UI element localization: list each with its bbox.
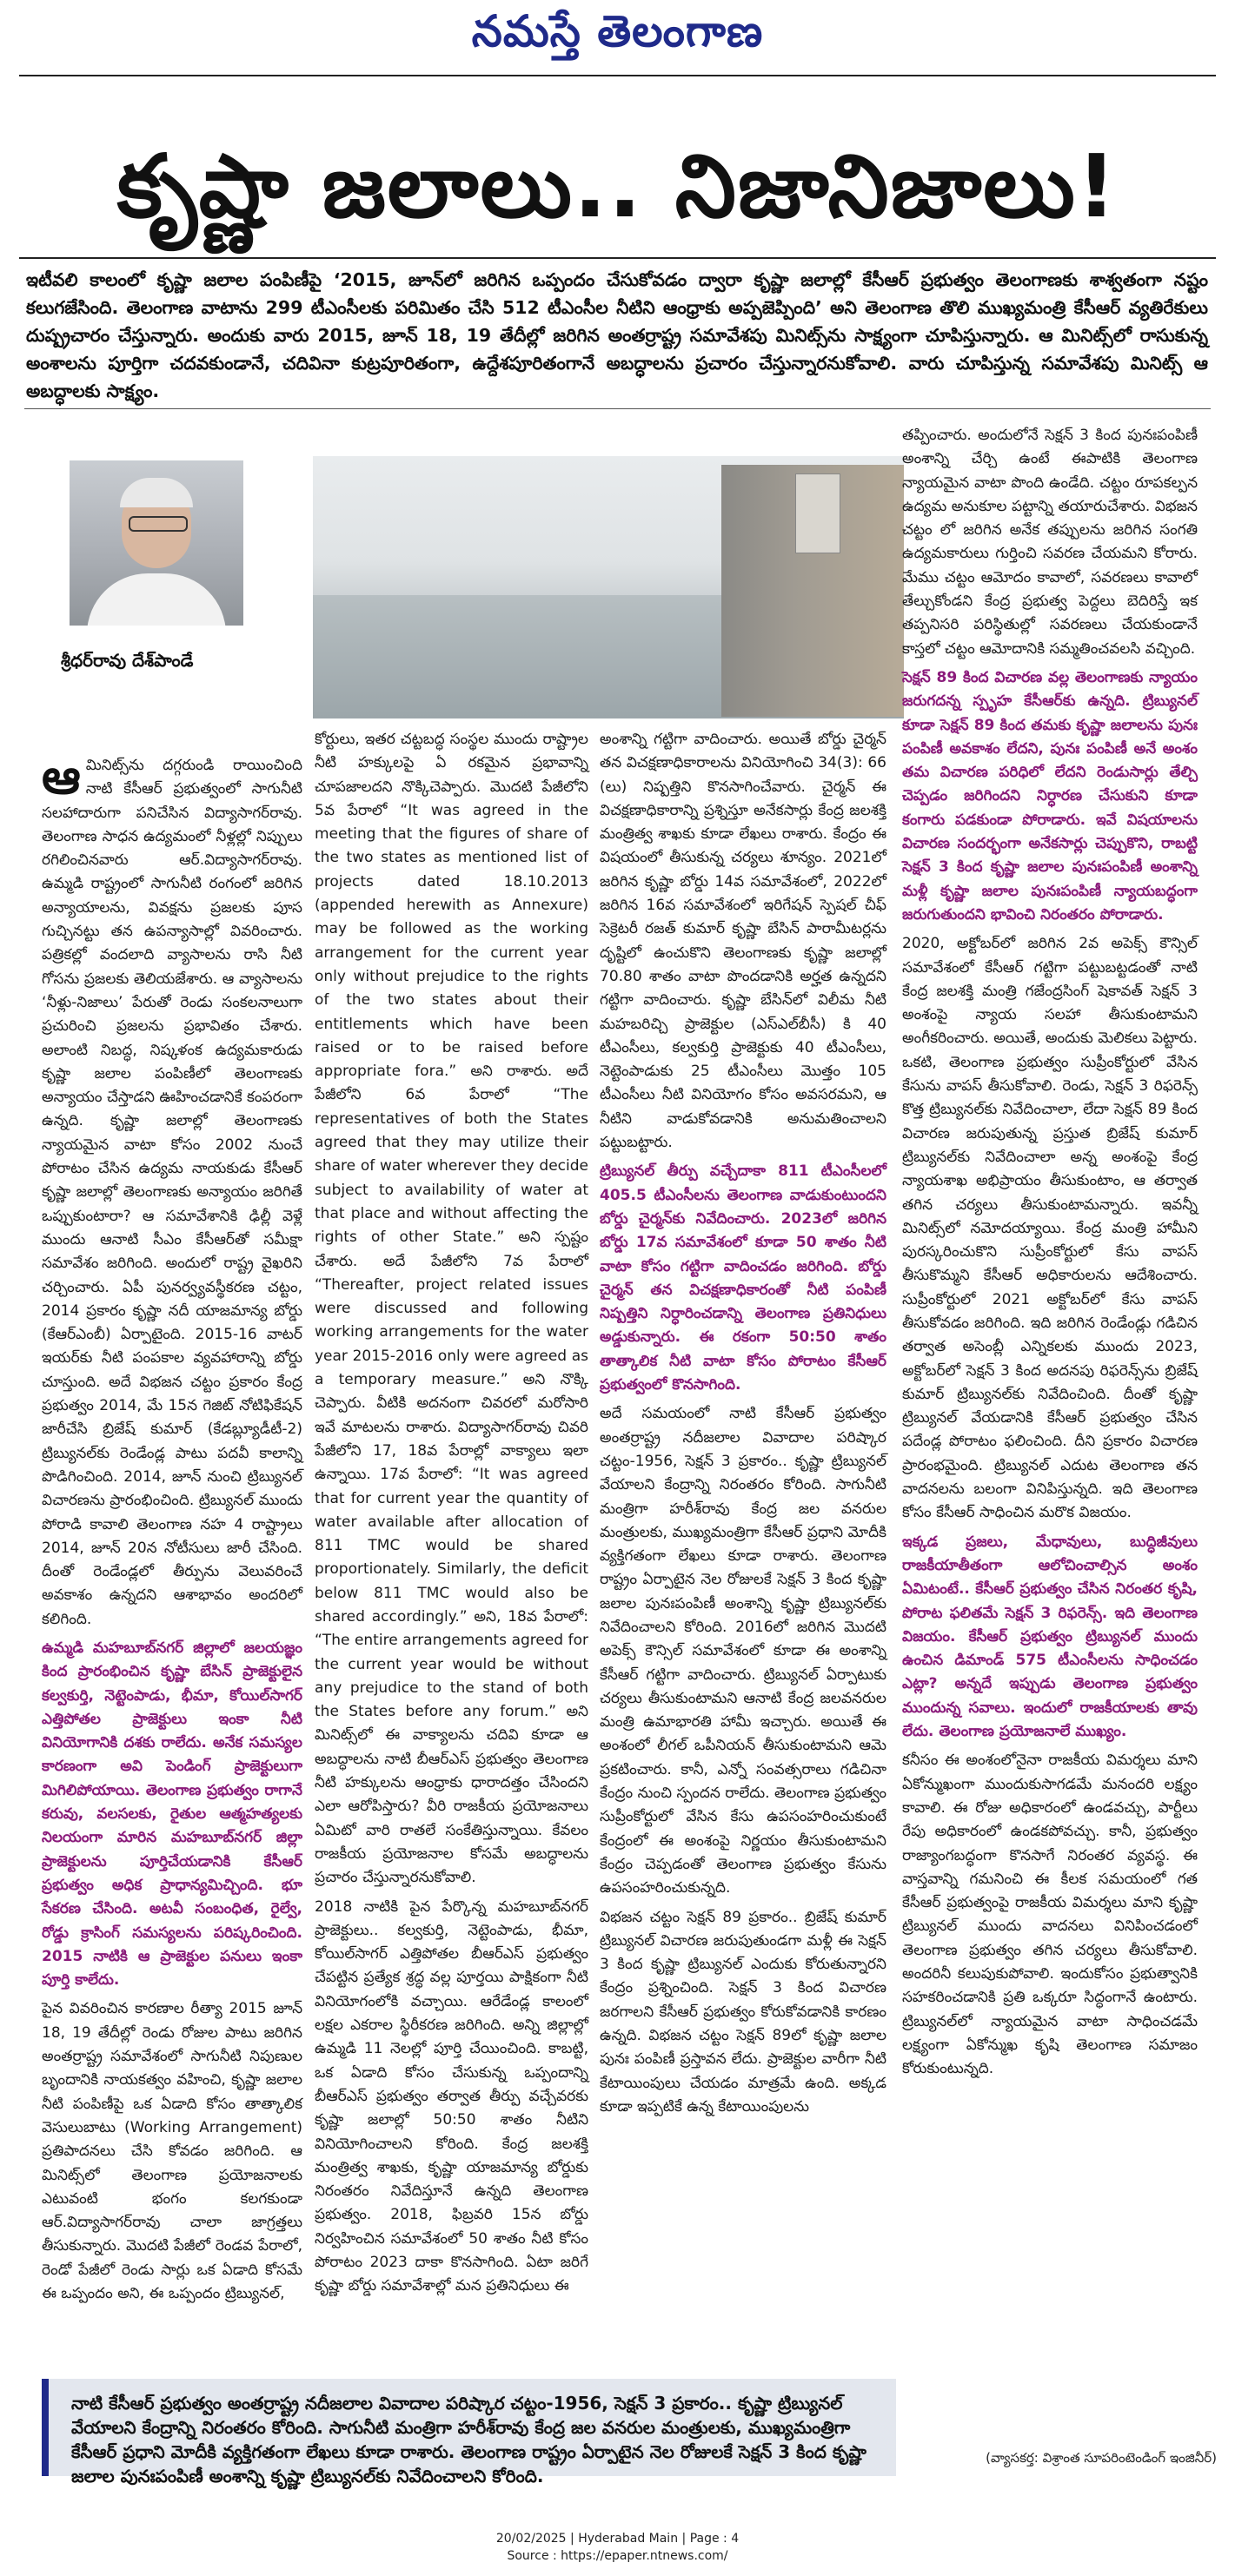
author-byline: శ్రీధర్‌రావు దేశ్‌పాండే [61, 650, 194, 671]
paragraph: కోర్టులు, ఇతర చట్టబద్ధ సంస్థల ముందు రాష్ట్రాల నీటి హక్కులపై ఏ రకమైన ప్రభావాన్ని చూపజాలదని నొక్కిచెప్పారు. మొదటి పేజీలోని 5వ పేరాలో “It was agreed in the meeting that the figures of share of the two states as mentioned list of projects dated 18.10.2013 (appended herewith as Annexure) may be followed as the working arrangement for the current year only without prejudice to the rights of the two states about their entitlements which have been raised or to be raised before appropriate fora.” అని రాశారు. అదే పేజీలోని 6వ పేరాలో “The representatives of both the States agreed that they may utilize their share of water wherever they decide subject to availability of water at that place and without affecting the rights of other State.” అని స్పష్టం చేశారు. అదే పేజీలోని 7వ పేరాలో “Thereafter, project related issues were discussed and following working arrangements for the water year 2015-2016 only were agreed as a temporary measure.” అని నొక్కి చెప్పారు. వీటికి అదనంగా చివరలో మరోసారి ఇవే మాటలను రాశారు. విద్యాసాగర్‌రావు చివరి పేజీలోని 17, 18వ పేరాల్లో వాక్యాలు ఇలా ఉన్నాయి. 17వ పేరాలో: “It was agreed that for current year the quantity of water available after allocation of 811 TMC would be shared proportionately. Similarly, the deficit below 811 TMC would also be shared accordingly.” అని, 18వ పేరాలో: “The entire arrangements agreed for the current year would be without any prejudice to the stand of both the States before any forum.” అని మినిట్స్‌లో ఈ వాక్యాలను చదివి కూడా ఆ అబద్ధాలను నాటి బీఆర్‌ఎస్‌ ప్రభుత్వం తెలంగాణ నీటి హక్కులను ఆంధ్రాకు ధారాదత్తం చేసిందని ఎలా ఆరోపిస్తారు? వీరి రాజకీయ ప్రయోజనాలు ఏమిటో వారి రాతలే సంకేతిస్తున్నాయి. కేవలం రాజకీయ ప్రయోజనాల కోసమే అబద్ధాలను ప్రచారం చేస్తున్నారనుకోవాలి. [315, 731, 588, 1887]
highlight-paragraph: ఇక్కడ ప్రజలు, మేధావులు, బుద్ధిజీవులు రాజకీయాతీతంగా ఆలోచించాల్సిన అంశం ఏమిటంటే.. కేసీఆర్‌ ప్రభుత్వం చేసిన నిరంతర కృషి, పోరాట ఫలితమే సెక్షన్‌ 3 రిఫరెన్స్‌. ఇది తెలంగాణ విజయం. కేసీఆర్‌ ప్రభుత్వం ట్రిబ్యునల్‌ ముందు ఉంచిన డిమాండ్‌ 575 టీఎంసీలను సాధించడం ఎట్లా? అన్నదే ఇప్పుడు తెలంగాణ ప్రభుత్వం ముందున్న సవాలు. ఇందులో రాజకీయాలకు తావు లేదు. తెలంగాణ ప్రయోజనాలే ముఖ్యం. [902, 1533, 1198, 1741]
top-rule [19, 75, 1216, 76]
paragraph: 2018 నాటికి పైన పేర్కొన్న మహబూబ్‌నగర్‌ ప్రాజెక్టులు.. కల్వకుర్తి, నెట్టెంపాడు, భీమా, కోయిల్‌సాగర్‌ ఎత్తిపోతల బీఆర్‌ఎస్‌ ప్రభుత్వం చేపట్టిన ప్రత్యేక శ్రద్ధ వల్ల పూర్తయి పాక్షికంగా నీటి వినియోగంలోకి వచ్చాయి. ఆరేడేండ్ల కాలంలో లక్షల ఎకరాల స్థిరీకరణ జరిగింది. అన్ని జిల్లాల్లో ఉమ్మడి 11 నెలల్లో పూర్తి చేయించింది. కాబట్టి, ఒక ఏడాది కోసం చేసుకున్న ఒప్పందాన్ని బీఆర్‌ఎస్‌ ప్రభుత్వం తర్వాత తీర్పు వచ్చేవరకు కృష్ణా జలాల్లో 50:50 శాతం నీటిని వినియోగించాలని కోరింది. కేంద్ర జలశక్తి మంత్రిత్వ శాఖకు, కృష్ణా యాజమాన్య బోర్డుకు నిరంతరం నివేదిస్తూనే ఉన్నది తెలంగాణ ప్రభుత్వం. 2018, ఫిబ్రవరి 15న బోర్డు నిర్వహించిన సమావేశంలో 50 శాతం నీటి కోసం పోరాటం 2023 దాకా కొనసాగింది. ఏటా జరిగే కృష్ణా బోర్డు సమావేశాల్లో మన ప్రతినిధులు ఈ [315, 1897, 588, 2295]
paragraph: విభజన చట్టం సెక్షన్‌ 89 ప్రకారం.. బ్రిజేష్‌ కుమార్‌ ట్రిబ్యునల్‌ విచారణ జరుపుతుండగా మళ్లీ ఈ సెక్షన్‌ 3 కింద కృష్ణా ట్రిబ్యునల్‌ ఎందుకు కోరుతున్నారని కేంద్రం ప్రశ్నించింది. సెక్షన్‌ 3 కింద విచారణ జరగాలని కేసీఆర్‌ ప్రభుత్వం కోరుకోవడానికి కారణం ఉన్నది. విభజన చట్టం సెక్షన్‌ 89లో కృష్ణా జలాల పునః పంపిణీ ప్రస్తావన లేదు. ప్రాజెక్టుల వారీగా నీటి కేటాయింపులు చేయడం మాత్రమే ఉంది. అక్కడ కూడా ఇప్పటికే ఉన్న కేటాయింపులను [600, 1908, 886, 2116]
paragraph: తప్పించారు. అందులోనే సెక్షన్‌ 3 కింద పునఃపంపిణీ అంశాన్ని చేర్చి ఉంటే ఈపాటికి తెలంగాణ న్యాయమైన వాటా పొంది ఉండేది. చట్టం రూపకల్పన ఉద్యమ అనుకూల పట్టాన్ని తయారుచేశారు. విభజన చట్టం లో జరిగిన అనేక తప్పులను జరిగిన సంగతి ఉద్యమకారులు గుర్తించి సవరణ చేయమని కోరారు. మేము చట్టం ఆమోదం కావాలో, సవరణలు కావాలో తేల్చుకోండని కేంద్ర ప్రభుత్వ పెద్దలు బెదిరిస్తే ఇక తప్పనిసరి పరిస్థితుల్లో సవరణలు చేయకుండానే కాస్తలో చట్టం ఆమోదానికి సమ్మతించవలసి వచ్చింది. [902, 427, 1198, 658]
paragraph: 2020, అక్టోబర్‌లో జరిగిన 2వ అపెక్స్‌ కౌన్సిల్‌ సమావేశంలో కేసీఆర్‌ గట్టిగా పట్టుబట్టడంతో నాటి కేంద్ర జలశక్తి మంత్రి గజేంద్రసింగ్‌ షెకావత్‌ సెక్షన్‌ 3 అంశంపై న్యాయ సలహా తీసుకుంటామని అంగీకరించారు. అయితే, అందుకు మెలికలు పెట్టారు. ఒకటి, తెలంగాణ ప్రభుత్వం సుప్రీంకోర్టులో వేసిన కేసును వాపస్‌ తీసుకోవాలి. రెండు, సెక్షన్‌ 3 రిఫరెన్స్‌ కొత్త ట్రిబ్యునల్‌కు నివేదించాలా, లేదా సెక్షన్‌ 89 కింద విచారణ జరుపుతున్న ప్రస్తుత బ్రిజేష్‌ కుమార్‌ ట్రిబ్యునల్‌కు నివేదించాలా అన్న అంశంపై కేంద్ర న్యాయశాఖ అభిప్రాయం తీసుకుంటాం, ఆ తర్వాత తగిన చర్యలు తీసుకుంటామన్నారు. ఇవన్నీ మినిట్స్‌లో నమోదయ్యాయి. కేంద్ర మంత్రి హామీని పురస్కరించుకొని సుప్రీంకోర్టులో కేసు వాపస్‌ తీసుకొమ్మని కేసీఆర్‌ అధికారులను ఆదేశించారు. సుప్రీంకోర్టులో 2021 అక్టోబర్‌లో కేసు వాపస్‌ తీసుకోవడం జరిగింది. ఇది జరిగిన రెండేండ్లు గడిచిన తర్వాత అసెంబ్లీ ఎన్నికలకు ముందు 2023, అక్టోబర్‌లో సెక్షన్‌ 3 కింద అదనపు రిఫరెన్స్‌ను బ్రిజేష్‌ కుమార్‌ ట్రిబ్యునల్‌కు నివేదించింది. దీంతో కృష్ణా ట్రిబ్యునల్‌ వేయడానికి కేసీఆర్‌ ప్రభుత్వం చేసిన పదేండ్ల పోరాటం ఫలించింది. దీని ప్రకారం విచారణ ప్రారంభమైంది. ట్రిబ్యునల్‌ ఎదుట తెలంగాణ తన వాదనలను బలంగా వినిపిస్తున్నది. ఇది తెలంగాణ కోసం కేసీఆర్‌ సాధించిన మరొక విజయం. [902, 935, 1198, 1522]
highlight-paragraph: ఉమ్మడి మహబూబ్‌నగర్‌ జిల్లాలో జలయజ్ఞం కింద ప్రారంభించిన కృష్ణా బేసిన్‌ ప్రాజెక్టులైన కల్వకుర్తి, నెట్టెంపాడు, భీమా, కోయిల్‌సాగర్‌ ఎత్తిపోతల ప్రాజెక్టులు ఇంకా నీటి వినియోగానికి దశకు రాలేదు. అనేక సమస్యల కారణంగా అవి పెండింగ్‌ ప్రాజెక్టులుగా మిగిలిపోయాయి. తెలంగాణ ప్రభుత్వం రాగానే కరువు, వలసలకు, రైతుల ఆత్మహత్యలకు నిలయంగా మారిన మహబూబ్‌నగర్‌ జిల్లా ప్రాజెక్టులను పూర్తిచేయడానికి కేసీఆర్‌ ప్రభుత్వం అధిక ప్రాధాన్యమిచ్చింది. భూ సేకరణ చేసింది. అటవీ సంబంధిత, రైల్వే, రోడ్డు క్రాసింగ్‌ సమస్యలను పరిష్కరించింది. 2015 నాటికి ఆ ప్రాజెక్టుల పనులు ఇంకా పూర్తి కాలేదు. [42, 1639, 302, 1990]
article-column-2 [315, 728, 588, 2304]
masthead [0, 5, 1235, 66]
dam-photo [313, 456, 904, 718]
paragraph: ఆమినిట్స్‌ను దగ్గరుండి రాయించింది నాటి కేసీఆర్‌ ప్రభుత్వంలో సాగునీటి సలహాదారుగా పనిచేసిన విద్యాసాగర్‌రావు. తెలంగాణ సాధన ఉద్యమంలో నీళ్లల్లో నిప్పులు రగిలించినవారు ఆర్‌.విద్యాసాగర్‌రావు. ఉమ్మడి రాష్ట్రంలో సాగునీటి రంగంలో జరిగిన అన్యాయాలను, వివక్షను ప్రజలకు పూస గుచ్చినట్టు తన ఉపన్యాసాల్లో వివరించారు. పత్రికల్లో వందలాది వ్యాసాలను రాసి నీటి గోసను ప్రజలకు తెలియజేశారు. ఆ వ్యాసాలను ‘నీళ్లు-నిజాలు’ పేరుతో రెండు సంకలనాలుగా ప్రచురించి ప్రజలను ప్రభావితం చేశారు. అలాంటి నిబద్ధ, నిష్కళంక ఉద్యమకారుడు కృష్ణా జలాల పంపిణీలో తెలంగాణకు అన్యాయం చేస్తాడని ఊహించడానికే కంపరంగా ఉన్నది. కృష్ణా జలాల్లో తెలంగాణకు న్యాయమైన వాటా కోసం 2002 నుంచే పోరాటం చేసిన ఉద్యమ నాయకుడు కేసీఆర్‌ కృష్ణా జలాల్లో తెలంగాణకు అన్యాయం జరిగితే ఒప్పుకుంటారా? ఆ సమావేశానికి ఢిల్లీ వెళ్లే ముందు ఆనాటి సీఎం కేసీఆర్‌తో సమీక్షా సమావేశం జరిగింది. అందులో రాష్ట్ర వైఖరిని చర్చించారు. ఏపీ పునర్వ్యవస్థీకరణ చట్టం, 2014 ప్రకారం కృష్ణా నదీ యాజమాన్య బోర్డు (కేఆర్‌ఎంబీ) ఏర్పాటైంది. 2015-16 వాటర్‌ ఇయర్‌కు నీటి పంపకాల వ్యవహారాన్ని బోర్డు చూస్తుంది. అదే విభజన చట్టం ప్రకారం కేంద్ర ప్రభుత్వం 2014, మే 15న గెజిట్‌ నోటిఫికేషన్‌ జారీచేసి బ్రిజేష్‌ కుమార్‌ (కేడబ్ల్యూడీటీ-2) ట్రిబ్యునల్‌కు రెండేండ్ల పాటు పదవీ కాలాన్ని పొడిగించింది. 2014, జూన్‌ నుంచి ట్రిబ్యునల్‌ విచారణను ప్రారంభించింది. ట్రిబ్యునల్‌ ముందు పోరాడి కావాలి తెలంగాణ నహ 4 రాష్ట్రాలు 2014, జూన్‌ 20న నోటీసులు జారీ చేసింది. దీంతో రెండేండ్లలో తీర్పును వెలువరించే అవకాశం ఉన్నదని ఆశాభావం అందరిలో కలిగింది. [42, 749, 302, 1628]
drop-cap: ఆ [42, 749, 81, 805]
headline: కృష్ణా జలాలు.. నిజానిజాలు! [116, 136, 1119, 237]
footer-date-page: 20/02/2025 | Hyderabad Main | Page : 4 [495, 2532, 740, 2546]
headline-rule [19, 257, 1216, 259]
page-footer [0, 2530, 1235, 2565]
pull-quote-text: నాటి కేసీఆర్‌ ప్రభుత్వం అంతర్రాష్ట్ర నదీజలాల వివాదాల పరిష్కార చట్టం-1956, సెక్షన్‌ 3 ప్రకారం.. కృష్ణా ట్రిబ్యునల్‌ వేయాలని కేంద్రాన్ని నిరంతరం కోరింది. సాగునీటి మంత్రిగా హరీశ్‌రావు కేంద్ర జల వనరుల మంత్రులకు, ముఖ్యమంత్రిగా కేసీఆర్‌ ప్రధాని మోదీకి వ్యక్తిగతంగా లేఖలు కూడా రాశారు. తెలంగాణ రాష్ట్రం ఏర్పాటైన నెల రోజులకే సెక్షన్‌ 3 కింద కృష్ణా జలాల పునఃపంపిణీ అంశాన్ని కృష్ణా ట్రిబ్యునల్‌కు నివేదించాలని కోరింది. [71, 2393, 866, 2487]
paragraph: పైన వివరించిన కారణాల రీత్యా 2015 జూన్‌ 18, 19 తేదీల్లో రెండు రోజుల పాటు జరిగిన అంతర్రాష్ట్ర సమావేశంలో సాగునీటి నిపుణుల బృందానికి నాయకత్వం వహించి, కృష్ణా జలాల నీటి పంపిణీపై ఒక ఏడాది కోసం తాత్కాలిక వెసులుబాటు (Working Arrangement) ప్రతిపాదనలు చేసి కోవడం జరిగింది. ఆ మినిట్స్‌లో తెలంగాణ ప్రయోజనాలకు ఎటువంటి భంగం కలగకుండా ఆర్‌.విద్యాసాగర్‌రావు చాలా జాగ్రత్తలు తీసుకున్నారు. మొదటి పేజీలో రెండవ పేరాలో, రెండో పేజీలో రెండు సార్లు ఒక ఏడాది కోసమే ఈ ఒప్పందం అని, ఈ ఒప్పందం ట్రిబ్యునల్‌, [42, 2000, 302, 2302]
pull-quote-box [42, 2379, 896, 2487]
author-credit: (వ్యాసకర్త: విశ్రాంత సూపరింటెండింగ్‌ ఇంజినీర్‌) [986, 2450, 1217, 2466]
paragraph: అంశాన్ని గట్టిగా వాదించారు. అయితే బోర్డు చైర్మన్‌ తన విచక్షణాధికారాలను వినియోగించి 34(3): 66 (లు) నిష్పత్తిని కొనసాగించేవారు. చైర్మన్‌ ఈ విచక్షణాధికారాన్ని ప్రశ్నిస్తూ అనేకసార్లు కేంద్ర జలశక్తి మంత్రిత్వ శాఖకు కూడా లేఖలు రాశారు. కేంద్రం ఈ విషయంలో తీసుకున్న చర్యలు శూన్యం. 2021లో జరిగిన కృష్ణా బోర్డు 14వ సమావేశంలో, 2022లో జరిగిన 16వ సమావేశంలో ఇరిగేషన్‌ స్పెషల్‌ చీఫ్‌ సెక్రెటరీ రజత్‌ కుమార్‌ కృష్ణా బేసిన్‌ పారామీటర్లను దృష్టిలో ఉంచుకొని తెలంగాణకు కృష్ణా జలాల్లో 70.80 శాతం వాటా పొందడానికి అర్హత ఉన్నదని గట్టిగా వాదించారు. కృష్ణా బేసిన్‌లో విలీమ నీటి మహబరిచ్చి ప్రాజెక్టుల (ఎస్‌ఎల్‌బీసీ) కి 40 టీఎంసీలు, కల్వకుర్తి ప్రాజెక్టుకు 40 టీఎంసీలు, నెట్టెంపాడుకు 25 టీఎంసీలు మొత్తం 105 టీఎంసీలు నీటి వినియోగం కోసం అవసరమని, ఆ నీటిని వాడుకోవడానికి అనుమతించాలని పట్టుబట్టారు. [600, 731, 886, 1152]
intro-paragraph: ఇటీవలి కాలంలో కృష్ణా జలాల పంపిణీపై ‘2015, జూన్‌లో జరిగిన ఒప్పందం చేసుకోవడం ద్వారా కృష్ణా జలాల్లో కేసీఆర్‌ ప్రభుత్వం తెలంగాణకు శాశ్వతంగా నష్టం కలుగజేసింది. తెలంగాణ వాటాను 299 టీఎంసీలకు పరిమితం చేసి 512 టీఎంసీల నీటిని ఆంధ్రాకు అప్పజెప్పింది’ అని తెలంగాణ తొలి ముఖ్యమంత్రి కేసీఆర్‌ వ్యతిరేకులు దుష్ప్రచారం చేస్తున్నారు. అందుకు వారు 2015, జూన్‌ 18, 19 తేదీల్లో జరిగిన అంతర్రాష్ట్ర సమావేశపు మినిట్స్‌ను సాక్ష్యంగా చూపిస్తున్నారు. ఆ మినిట్స్‌లో రాసుకున్న అంశాలను పూర్తిగా చదవకుండానే, చదివినా కుట్రపూరితంగా, ఉద్దేశపూరితంగానే అబద్ధాలను ప్రచారం చేస్తున్నారనుకోవాలి. వారు చూపిస్తున్న సమావేశపు మినిట్స్‌ ఆ అబద్ధాలకు సాక్ష్యం. [26, 269, 1208, 401]
footer-source: Source : https://epaper.ntnews.com/ [507, 2549, 728, 2563]
paragraph: అదే సమయంలో నాటి కేసీఆర్‌ ప్రభుత్వం అంతర్రాష్ట్ర నదీజలాల వివాదాల పరిష్కార చట్టం-1956, సెక్షన్‌ 3 ప్రకారం.. కృష్ణా ట్రిబ్యునల్‌ వేయాలని కేంద్రాన్ని నిరంతరం కోరింది. సాగునీటి మంత్రిగా హరీశ్‌రావు కేంద్ర జల వనరుల మంత్రులకు, ముఖ్యమంత్రిగా కేసీఆర్‌ ప్రధాని మోదీకి వ్యక్తిగతంగా లేఖలు కూడా రాశారు. తెలంగాణ రాష్ట్రం ఏర్పాటైన నెల రోజులకే సెక్షన్‌ 3 కింద కృష్ణా జలాల పునఃపంపిణీ అంశాన్ని కృష్ణా ట్రిబ్యునల్‌కు నివేదించాలని కోరింది. 2016లో జరిగిన మొదటి అపెక్స్‌ కౌన్సిల్‌ సమావేశంలో కూడా ఈ అంశాన్ని కేసీఆర్‌ గట్టిగా వాదించారు. ట్రిబ్యునల్‌ ఏర్పాటుకు చర్యలు తీసుకుంటామని ఆనాటి కేంద్ర జలవనరుల మంత్రి ఉమాభారతి హామీ ఇచ్చారు. అయితే ఈ అంశంలో లీగల్‌ ఒపీనియన్‌ తీసుకుంటామని ఆమె ప్రకటించారు. కానీ, ఎన్నో సంవత్సరాలు గడిచినా కేంద్రం నుంచి స్పందన రాలేదు. తెలంగాణ ప్రభుత్వం సుప్రీంకోర్టులో వేసిన కేసు ఉపసంహరించుకుంటే కేంద్రంలో ఈ అంశంపై నిర్ణయం తీసుకుంటామని కేంద్రం చెప్పడంతో తెలంగాణ ప్రభుత్వం కేసును ఉపసంహరించుకున్నది. [600, 1405, 886, 1897]
intro-rule [24, 408, 1211, 409]
newspaper-logo: నమస్తే తెలంగాణ [471, 5, 764, 56]
article-column-3 [600, 728, 886, 2124]
article-column-4 [902, 424, 1198, 2086]
article-column-1 [42, 749, 302, 2311]
highlight-paragraph: ట్రిబ్యునల్‌ తీర్పు వచ్చేదాకా 811 టీఎంసీలలో 405.5 టీఎంసీలను తెలంగాణ వాడుకుంటుందని బోర్డు చైర్మన్‌కు నివేదించారు. 2023లో జరిగిన బోర్డు 17వ సమావేశంలో కూడా 50 శాతం నీటి వాటా కోసం గట్టిగా వాదించడం జరిగింది. బోర్డు చైర్మన్‌ తన విచక్షణాధికారంతో నీటి పంపిణీ నిష్పత్తిని నిర్ధారించడాన్ని తెలంగాణ ప్రతినిధులు అడ్డుకున్నారు. ఈ రకంగా 50:50 శాతం తాత్కాలిక నీటి వాటా కోసం పోరాటం కేసీఆర్‌ ప్రభుత్వంలో కొనసాగింది. [600, 1162, 886, 1394]
paragraph: కనీసం ఈ అంశంలోనైనా రాజకీయ విమర్శలు మాని ఏకోన్ముఖంగా ముందుకుసాగడమే మనందరి లక్ష్యం కావాలి. ఈ రోజు అధికారంలో ఉండవచ్చు, పార్టీలు రేపు అధికారంలో ఉండకపోవచ్చు. కానీ, ప్రభుత్వం రాజ్యాంగబద్ధంగా కొనసాగే నిరంతర వ్యవస్థ. ఈ వాస్తవాన్ని గమనించి ఈ కీలక సమయంలో గత కేసీఆర్‌ ప్రభుత్వంపై రాజకీయ విమర్శలు మాని కృష్ణా ట్రిబ్యునల్‌ ముందు వాదనలు వినిపించడంలో తెలంగాణ ప్రభుత్వం తగిన చర్యలు తీసుకోవాలి. అందరినీ కలుపుకుపోవాలి. ఇందుకోసం ప్రభుత్వానికి సహకరించడానికి ప్రతి ఒక్కరూ సిద్ధంగానే ఉంటారు. ట్రిబ్యునల్‌లో న్యాయమైన వాటా సాధించడమే లక్ష్యంగా ఏకోన్ముఖ కృషి తెలంగాణ సమాజం కోరుకుంటున్నది. [902, 1752, 1198, 2078]
highlight-paragraph: సెక్షన్‌ 89 కింద విచారణ వల్ల తెలంగాణకు న్యాయం జరుగదన్న స్పృహ కేసీఆర్‌కు ఉన్నది. ట్రిబ్యునల్‌ కూడా సెక్షన్‌ 89 కింద తమకు కృష్ణా జలాలను పునః పంపిణీ అవకాశం లేదని, పునః పంపిణీ అనే అంశం తమ విచారణ పరిధిలో లేదని రెండుసార్లు తేల్చి చెప్పడం జరిగిందని నిర్ధారణ చేసుకుని కూడా కంగారు పడకుండా పోరాడారు. ఇవే విషయాలను విచారణ సందర్భంగా అనేకసార్లు చెప్పుకొని, రాబట్టి సెక్షన్‌ 3 కింద కృష్ణా జలాల పునఃపంపిణీ అంశాన్ని మళ్లీ కృష్ణా జలాల పునఃపంపిణీ న్యాయబద్ధంగా జరుగుతుందని భావించి నిరంతరం పోరాడారు. [902, 668, 1198, 924]
author-photo [70, 460, 243, 626]
